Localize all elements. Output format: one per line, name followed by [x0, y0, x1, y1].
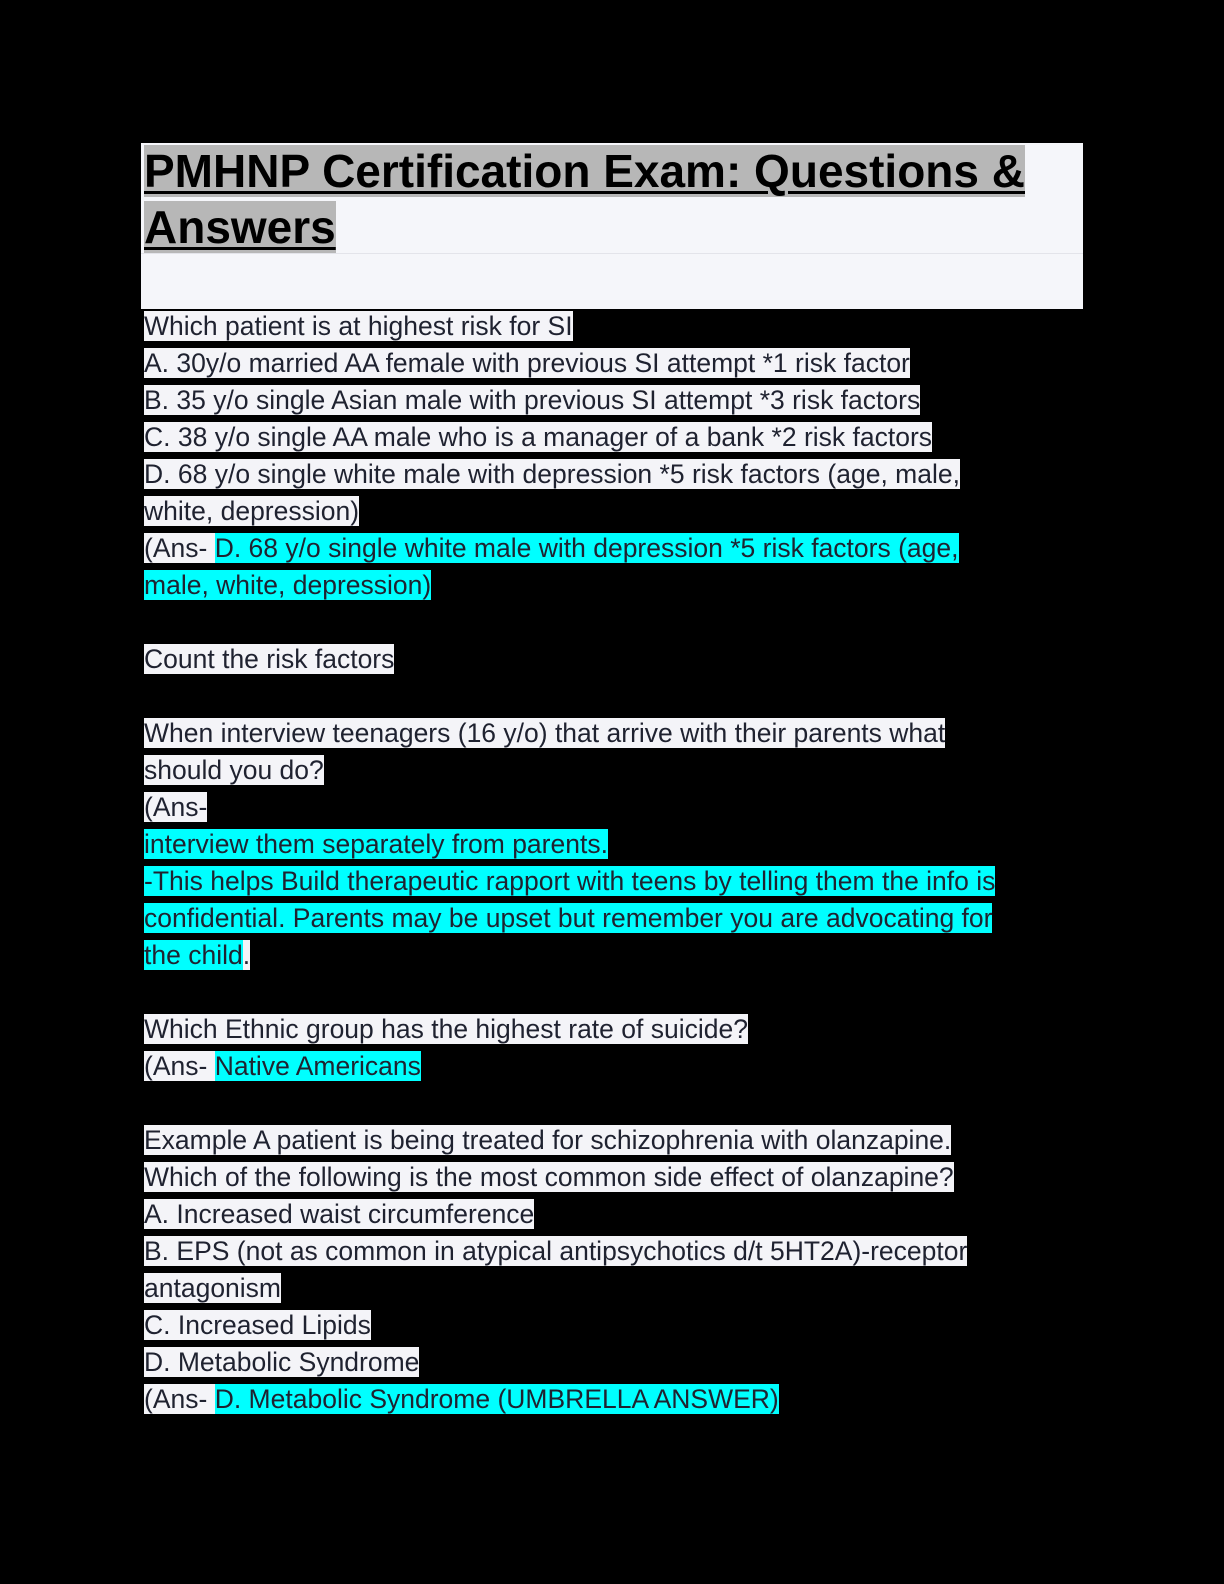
q1-option-d: D. 68 y/o single white male with depression *5 risk factors (age, male, — [144, 459, 960, 489]
q2-ans-prefix: (Ans- — [144, 792, 208, 822]
q4-question: Example A patient is being treated for schizophrenia with olanzapine. — [144, 1125, 952, 1155]
answer-text: the child — [144, 940, 243, 970]
document-title — [144, 143, 1074, 255]
answer-text: confidential. Parents may be upset but remember you are advocating for — [144, 903, 993, 933]
q2-answer-cont — [144, 863, 1064, 900]
q1-option-b: B. 35 y/o single Asian male with previous SI attempt *3 risk factors — [144, 385, 921, 415]
answer-text: Native Americans — [214, 1051, 421, 1081]
q4-option-b-cont: antagonism — [144, 1273, 282, 1303]
q3-question: Which Ethnic group has the highest rate of suicide? — [144, 1014, 748, 1044]
q2-answer-cont: the child. — [144, 940, 251, 970]
ans-prefix: (Ans- — [144, 1384, 215, 1414]
q2-answer-cont — [144, 900, 1064, 937]
q4-option-a: A. Increased waist circumference — [144, 1199, 535, 1229]
ans-prefix: (Ans- — [144, 533, 215, 563]
q2-answer — [144, 826, 1064, 863]
q1-option-d-cont: white, depression) — [144, 496, 360, 526]
q1-answer-cont — [144, 567, 1064, 604]
q4-answer — [144, 1381, 1064, 1418]
title-line-1: PMHNP Certification Exam: Questions & — [144, 145, 1025, 197]
answer-text: interview them separately from parents. — [144, 829, 608, 859]
answer-text: male, white, depression) — [144, 570, 432, 600]
q2-question: When interview teenagers (16 y/o) that arrive with their parents what — [144, 718, 946, 748]
q2-question-cont: should you do? — [144, 755, 324, 785]
q1-answer — [144, 530, 1064, 567]
ans-prefix: (Ans- — [144, 1051, 215, 1081]
answer-text: D. Metabolic Syndrome (UMBRELLA ANSWER) — [214, 1384, 779, 1414]
q4-question-cont: Which of the following is the most common side effect of olanzapine? — [144, 1162, 954, 1192]
title-line-2: Answers — [144, 201, 336, 253]
note-risk-factors: Count the risk factors — [144, 644, 395, 674]
q4-option-b: B. EPS (not as common in atypical antipsychotics d/t 5HT2A)-receptor — [144, 1236, 968, 1266]
q4-option-c: C. Increased Lipids — [144, 1310, 371, 1340]
q1-option-a: A. 30y/o married AA female with previous SI attempt *1 risk factor — [144, 348, 910, 378]
q1-question: Which patient is at highest risk for SI — [144, 311, 573, 341]
document-body — [144, 308, 1064, 1418]
q1-option-c: C. 38 y/o single AA male who is a manager of a bank *2 risk factors — [144, 422, 933, 452]
q4-option-d: D. Metabolic Syndrome — [144, 1347, 420, 1377]
q3-answer — [144, 1048, 1064, 1085]
answer-text: D. 68 y/o single white male with depression *5 risk factors (age, — [214, 533, 959, 563]
answer-text: -This helps Build therapeutic rapport with teens by telling them the info is — [144, 866, 996, 896]
